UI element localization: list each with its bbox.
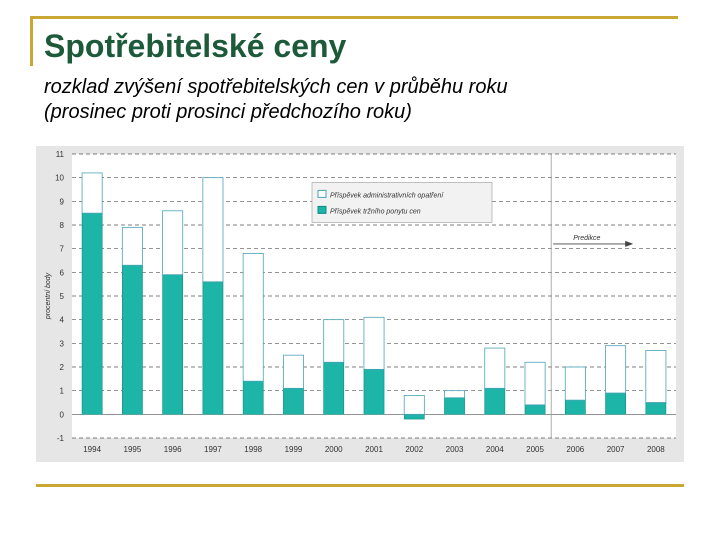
frame-top-line [30,16,678,19]
slide-subtitle [44,75,508,125]
bar-market [444,398,464,415]
bar-market [485,388,505,414]
x-tick-label: 2000 [324,445,343,454]
y-tick-label: -1 [56,434,64,443]
legend-swatch-admin [318,190,326,197]
x-tick-label: 2007 [606,445,625,454]
y-tick-label: 5 [59,292,64,301]
x-tick-label: 2002 [405,445,424,454]
x-tick-label: 1998 [244,445,263,454]
bar-market [203,282,223,415]
bar-market [565,400,585,414]
bar-admin [82,173,102,213]
bar-admin [606,346,626,393]
x-tick-label: 1994 [83,445,102,454]
bar-market [606,393,626,414]
bar-admin [203,178,223,282]
bar-admin [444,391,464,398]
frame-bottom-line [36,484,684,487]
x-tick-label: 2003 [445,445,464,454]
bar-admin [163,211,183,275]
y-tick-label: 8 [59,221,64,230]
bar-admin [283,355,303,388]
x-tick-label: 1996 [163,445,182,454]
x-tick-label: 2001 [365,445,383,454]
bar-market [646,403,666,415]
bar-chart [36,146,684,462]
y-tick-label: 0 [59,410,64,420]
bar-market [243,381,263,414]
subtitle-line-2: (prosinec proti prosinci předchozího roku) [44,101,412,123]
frame-left-line [30,16,33,66]
y-tick-label: 2 [59,363,64,372]
bar-admin [646,350,666,402]
bar-market [404,414,424,419]
y-tick-label: 11 [55,150,64,159]
y-tick-label: 4 [59,315,64,325]
bar-admin [324,320,344,363]
y-tick-label: 6 [59,268,64,278]
legend-box [312,182,492,222]
x-tick-label: 2008 [646,445,665,454]
bar-market [122,265,142,414]
chart-area [36,146,684,462]
slide-title: Spotřebitelské ceny [44,28,347,64]
y-tick-label: 1 [59,386,64,396]
bar-admin [364,317,384,369]
x-tick-label: 2006 [566,445,585,454]
subtitle-line-1: rozklad zvýšení spotřebitelských cen v průběhu roku [44,76,508,98]
x-tick-label: 1995 [123,445,142,454]
x-tick-label: 1997 [204,445,222,454]
bar-admin [565,367,585,400]
forecast-annotation: Predikce [573,234,601,242]
x-tick-label: 2004 [485,445,504,454]
x-tick-label: 2005 [526,445,544,454]
bar-market [82,213,102,414]
bar-market [163,275,183,415]
bar-market [525,405,545,414]
y-tick-label: 3 [59,339,64,349]
bar-admin [243,253,263,381]
x-tick-label: 1999 [284,445,303,454]
bar-market [283,388,303,414]
bar-market [364,369,384,414]
bar-admin [404,395,424,414]
bar-admin [122,227,142,265]
bar-market [324,362,344,414]
legend-label-admin: Příspěvek administrativních opatření [330,192,444,200]
bar-admin [525,362,545,405]
bar-admin [485,348,505,388]
legend-swatch-market [318,206,326,213]
legend-label-market: Příspěvek tržního ponytu cen [330,208,421,216]
y-axis-label: procentní body [45,272,52,320]
y-tick-label: 10 [55,173,64,183]
y-tick-label: 7 [59,244,64,254]
y-tick-label: 9 [59,197,64,207]
